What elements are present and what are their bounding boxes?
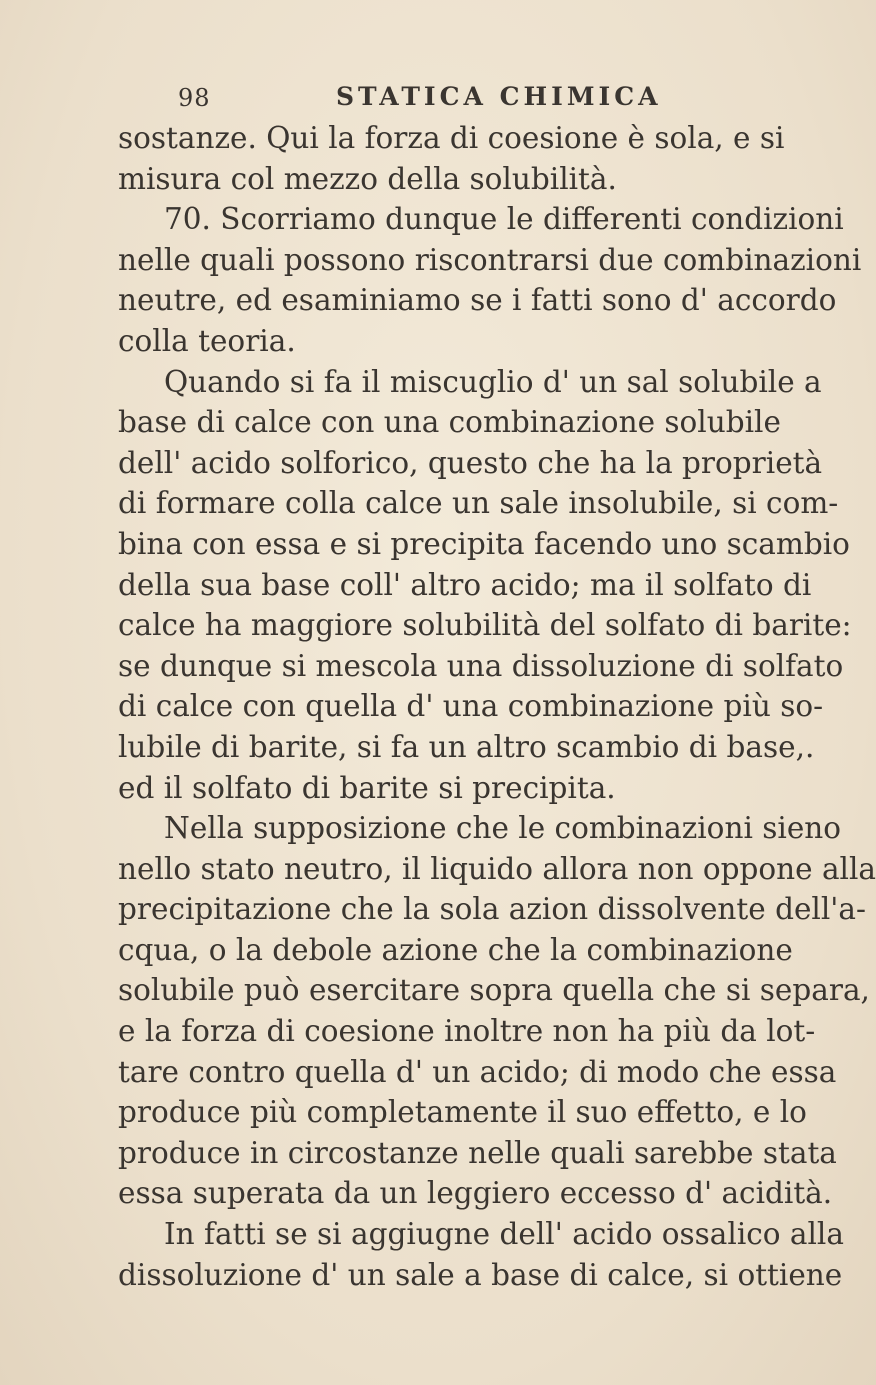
text-line: e la forza di coesione inoltre non ha più da lot- <box>118 1014 816 1049</box>
text-line: cqua, o la debole azione che la combinazione <box>118 932 793 967</box>
text-line: colla teoria. <box>118 323 296 358</box>
text-line: ed il solfato di barite si precipita. <box>118 770 616 805</box>
text-line: di formare colla calce un sale insolubile, si com- <box>118 486 839 521</box>
text-line: dissoluzione d' un sale a base di calce, si ottiene <box>118 1257 843 1292</box>
page-header <box>148 78 758 122</box>
text-line: essa superata da un leggiero eccesso d' acidità. <box>118 1176 833 1211</box>
text-line: Nella supposizione che le combinazioni sieno <box>164 811 842 846</box>
text-line: In fatti se si aggiugne dell' acido ossalico alla <box>164 1217 844 1252</box>
text-line: sostanze. Qui la forza di coesione è sola, e si <box>118 121 785 155</box>
body-text <box>118 118 876 1295</box>
text-line: 70. Scorriamo dunque le differenti condizioni <box>164 202 844 237</box>
text-line: della sua base coll' altro acido; ma il solfato di <box>118 567 812 602</box>
text-line: misura col mezzo della solubilità. <box>118 161 617 196</box>
text-line: se dunque si mescola una dissoluzione di solfato <box>118 648 844 683</box>
text-line: di calce con quella d' una combinazione più so- <box>118 689 824 724</box>
text-line: solubile può esercitare sopra quella che si separa, <box>118 973 870 1008</box>
text-line: nelle quali possono riscontrarsi due combinazioni <box>118 242 862 277</box>
text-line: precipitazione che la sola azion dissolvente dell'a- <box>118 892 866 927</box>
text-line: nello stato neutro, il liquido allora non oppone alla <box>118 851 876 886</box>
text-line: dell' acido solforico, questo che ha la proprietà <box>118 445 823 480</box>
text-line: tare contro quella d' un acido; di modo che essa <box>118 1054 837 1089</box>
text-line: Quando si fa il miscuglio d' un sal solubile a <box>164 364 822 399</box>
text-line: calce ha maggiore solubilità del solfato di barite: <box>118 608 852 643</box>
text-line: produce più completamente il suo effetto, e lo <box>118 1095 807 1130</box>
text-line: produce in circostanze nelle quali sarebbe stata <box>118 1135 837 1170</box>
text-line: base di calce con una combinazione solubile <box>118 405 781 440</box>
text-line: lubile di barite, si fa un altro scambio di base,. <box>118 729 815 764</box>
text-line: bina con essa e si precipita facendo uno scambio <box>118 526 850 561</box>
text-line: neutre, ed esaminiamo se i fatti sono d' accordo <box>118 283 837 318</box>
page-number: 98 <box>178 84 211 112</box>
running-head: STATICA CHIMICA <box>336 82 662 111</box>
